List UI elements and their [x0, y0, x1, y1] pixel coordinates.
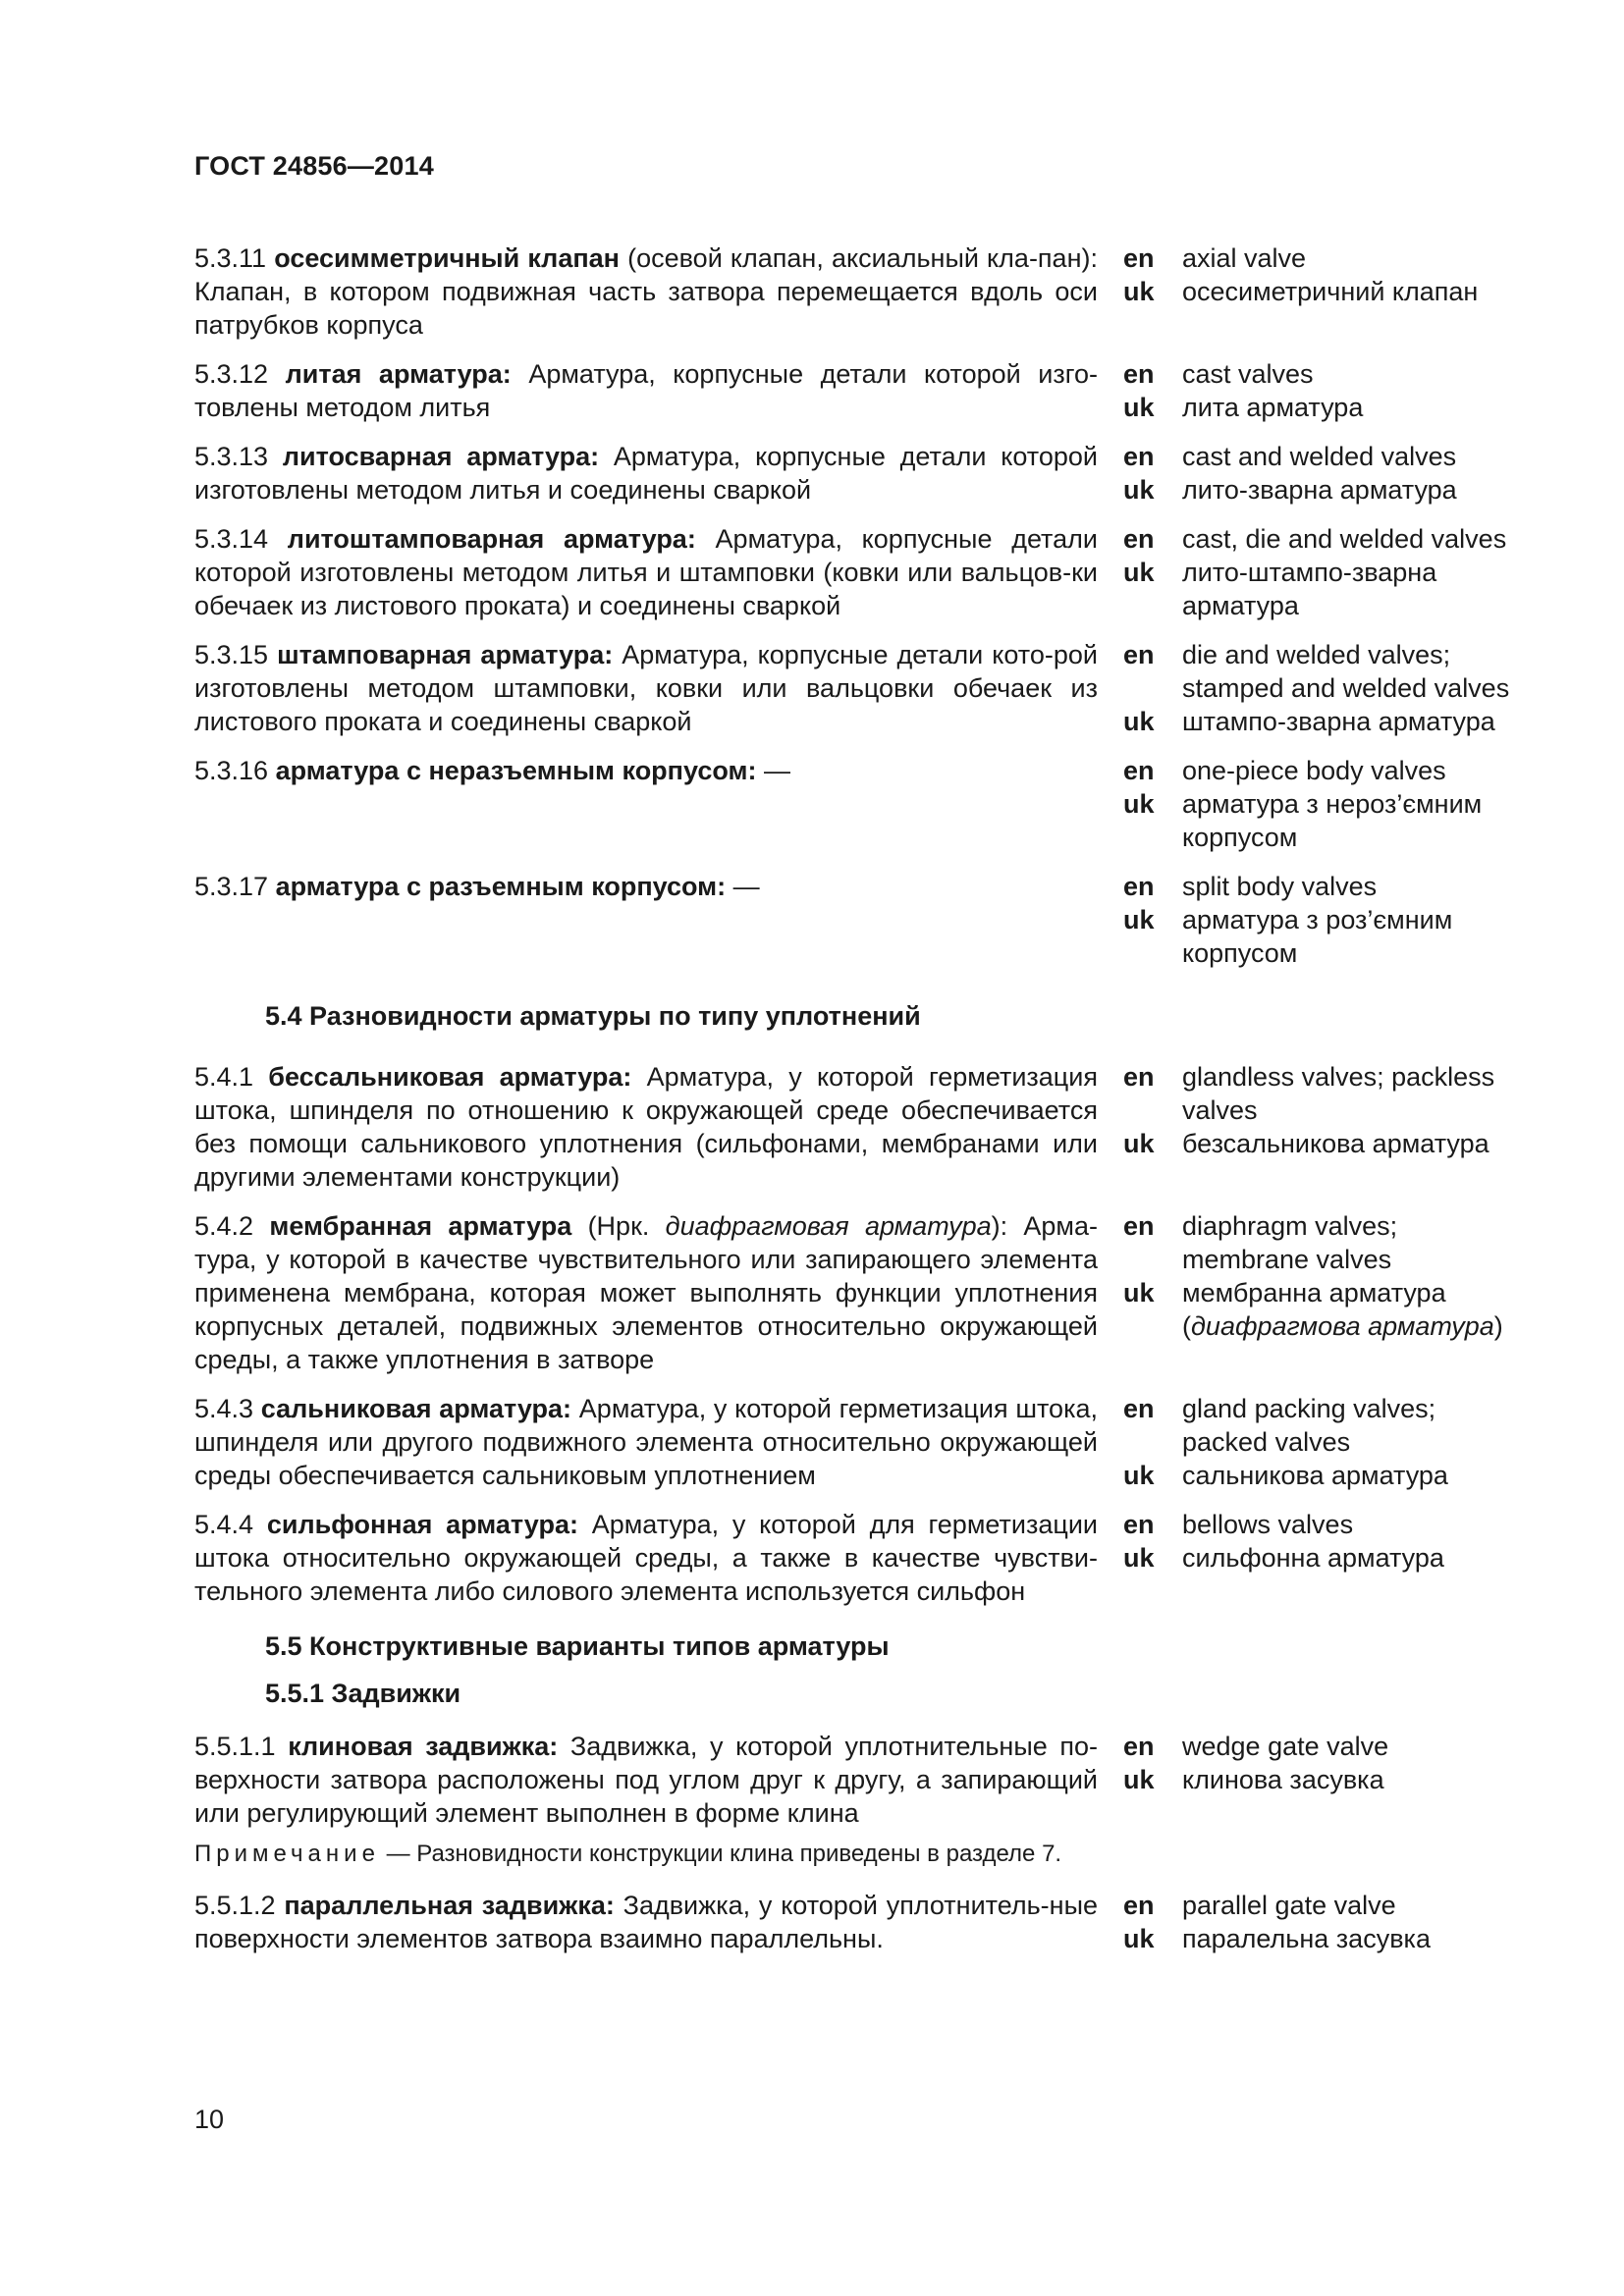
term-definition — [194, 754, 1098, 854]
translations — [1123, 1508, 1526, 1608]
term-uk: сальникова арматура — [1182, 1461, 1448, 1490]
translations — [1123, 241, 1526, 342]
definition-text: ): Арма-тура, у которой в качестве чувствительного или запирающего элемента применена мембрана, которая может выполнять функции уплотнения корпусных деталей, подвижных элементов относительно окружающей среды, а также уплотнения в затворе — [194, 1211, 1098, 1374]
definition-text: Задвижка, у которой уплотнительные по-верхности затвора расположены под углом друг к другу, а запирающий или регулирующий элемент выполнен в форме клина — [194, 1732, 1098, 1828]
term-uk: лито-штампо-зварна арматура — [1182, 558, 1437, 620]
term-en: cast valves — [1182, 359, 1314, 389]
definition-text: Задвижка, у которой уплотнитель-ные поверхности элементов затвора взаимно параллельны. — [194, 1891, 1098, 1953]
term-entry — [194, 1889, 1530, 1955]
term-definition — [194, 870, 1098, 970]
lang-code-en: en — [1123, 359, 1155, 389]
term-definition — [194, 1060, 1098, 1194]
term-definition — [194, 241, 1098, 342]
lang-code-en: en — [1123, 524, 1155, 554]
lang-code-uk: uk — [1123, 707, 1155, 736]
translations — [1123, 1060, 1526, 1194]
lang-code-en: en — [1123, 1732, 1155, 1761]
term-name: мембранная арматура — [269, 1211, 572, 1241]
term-entry — [194, 638, 1530, 738]
lang-code-uk: uk — [1123, 277, 1155, 306]
term-name: параллельная задвижка: — [284, 1891, 615, 1920]
note-text: — Разновидности конструкции клина приведены в разделе 7. — [379, 1841, 1062, 1867]
subsection-heading: 5.5.1 Задвижки — [265, 1679, 461, 1708]
term-en: one-piece body valves — [1182, 756, 1446, 785]
translations — [1123, 522, 1526, 622]
term-uk-deprecated: диафрагмова арматура — [1191, 1311, 1494, 1341]
translations — [1123, 1392, 1526, 1492]
term-name: литая арматура: — [285, 359, 512, 389]
term-number: 5.3.12 — [194, 359, 269, 389]
term-en: wedge gate valve — [1182, 1732, 1389, 1761]
term-en: cast, die and welded valves — [1182, 524, 1507, 554]
page-number: 10 — [194, 2105, 225, 2134]
term-entry — [194, 522, 1530, 622]
term-definition — [194, 440, 1098, 507]
definition-text-prefix: (Нрк. — [571, 1211, 666, 1241]
term-name: осесимметричный клапан — [274, 243, 620, 273]
term-entry — [194, 1209, 1530, 1376]
term-number: 5.3.16 — [194, 756, 269, 785]
definition-text: Арматура, у которой герметизация штока, шпинделя или другого подвижного элемента относительно окружающей среды обеспечивается сальниковым уплотнением — [194, 1394, 1098, 1490]
term-uk: безсальникова арматура — [1182, 1129, 1489, 1158]
lang-code-uk: uk — [1123, 905, 1155, 934]
lang-code-uk: uk — [1123, 1924, 1155, 1953]
lang-code-en: en — [1123, 1211, 1155, 1241]
lang-code-uk: uk — [1123, 393, 1155, 422]
definition-text: Арматура, корпусные детали которой изготовлены методом литья и соединены сваркой — [194, 442, 1098, 505]
term-definition — [194, 1392, 1098, 1492]
term-entry — [194, 754, 1530, 854]
translations — [1123, 440, 1526, 507]
term-entry — [194, 440, 1530, 507]
term-name: бессальниковая арматура: — [268, 1062, 632, 1092]
section-heading: 5.5 Конструктивные варианты типов арматуры — [265, 1631, 890, 1661]
term-number: 5.3.13 — [194, 442, 269, 471]
definition-text: Арматура, корпусные детали которой изготовлены методом литья и штамповки (ковки или вальцов-ки обечаек из листового проката) и соединены сваркой — [194, 524, 1098, 620]
lang-code-en: en — [1123, 1062, 1155, 1092]
lang-code-uk: uk — [1123, 475, 1155, 505]
translations — [1123, 357, 1526, 424]
term-uk: лита арматура — [1182, 393, 1364, 422]
lang-code-uk: uk — [1123, 789, 1155, 819]
term-en: die and welded valves; stamped and welded valves — [1182, 640, 1510, 703]
term-definition — [194, 1730, 1098, 1830]
term-uk: осесиметричний клапан — [1182, 277, 1479, 306]
term-uk: арматура з роз’ємним корпусом — [1182, 905, 1453, 968]
term-definition — [194, 357, 1098, 424]
lang-code-en: en — [1123, 243, 1155, 273]
term-number: 5.3.15 — [194, 640, 269, 669]
term-number: 5.5.1.2 — [194, 1891, 276, 1920]
term-definition — [194, 522, 1098, 622]
lang-code-uk: uk — [1123, 558, 1155, 587]
term-uk: клинова засувка — [1182, 1765, 1384, 1794]
lang-code-uk: uk — [1123, 1461, 1155, 1490]
term-name: литоштамповарная арматура: — [287, 524, 696, 554]
term-en: cast and welded valves — [1182, 442, 1457, 471]
translations — [1123, 638, 1526, 738]
term-entry — [194, 870, 1530, 970]
lang-code-en: en — [1123, 756, 1155, 785]
definition-text: (осевой клапан, аксиальный кла-пан): Клапан, в котором подвижная часть затвора перемещается вдоль оси патрубков корпуса — [194, 243, 1098, 340]
term-name: клиновая задвижка: — [288, 1732, 559, 1761]
term-number: 5.4.4 — [194, 1510, 254, 1539]
term-entry — [194, 1392, 1530, 1492]
document-header: ГОСТ 24856—2014 — [194, 151, 434, 181]
section-heading: 5.4 Разновидности арматуры по типу уплотнений — [265, 1001, 921, 1031]
term-number: 5.5.1.1 — [194, 1732, 276, 1761]
term-en: bellows valves — [1182, 1510, 1354, 1539]
term-en: parallel gate valve — [1182, 1891, 1396, 1920]
lang-code-uk: uk — [1123, 1765, 1155, 1794]
term-definition — [194, 1209, 1098, 1376]
lang-code-en: en — [1123, 872, 1155, 901]
term-en: axial valve — [1182, 243, 1307, 273]
lang-code-uk: uk — [1123, 1278, 1155, 1308]
note-label: Примечание — [194, 1841, 380, 1867]
lang-code-en: en — [1123, 1510, 1155, 1539]
term-number: 5.3.11 — [194, 243, 267, 273]
term-en: glandless valves; packless valves — [1182, 1062, 1495, 1125]
term-number: 5.4.2 — [194, 1211, 254, 1241]
term-uk: мембранна арматура — [1182, 1278, 1446, 1308]
term-uk: арматура з нероз’ємним корпусом — [1182, 789, 1483, 852]
term-number: 5.4.3 — [194, 1394, 254, 1423]
definition-text: — — [726, 872, 760, 901]
lang-code-en: en — [1123, 1891, 1155, 1920]
term-uk: паралельна засувка — [1182, 1924, 1431, 1953]
term-number: 5.3.14 — [194, 524, 269, 554]
term-en: split body valves — [1182, 872, 1378, 901]
term-uk: штампо-зварна арматура — [1182, 707, 1495, 736]
term-number: 5.3.17 — [194, 872, 269, 901]
definition-text: Арматура, корпусные детали кото-рой изготовлены методом штамповки, ковки или вальцовки обечаек из листового проката и соединены сваркой — [194, 640, 1098, 736]
term-definition — [194, 638, 1098, 738]
definition-text: Арматура, корпусные детали которой изго-товлены методом литья — [194, 359, 1098, 422]
term-uk-group: мембранна арматура (диафрагмова арматура) — [1182, 1278, 1503, 1341]
term-en: diaphragm valves; membrane valves — [1182, 1211, 1398, 1274]
term-name: сальниковая арматура: — [260, 1394, 572, 1423]
translations — [1123, 870, 1526, 970]
term-entry — [194, 1730, 1530, 1830]
term-entry — [194, 357, 1530, 424]
term-name: сильфонная арматура: — [266, 1510, 578, 1539]
lang-code-uk: uk — [1123, 1129, 1155, 1158]
translations — [1123, 754, 1526, 854]
lang-code-en: en — [1123, 1394, 1155, 1423]
definition-text: Арматура, у которой для герметизации штока относительно окружающей среды, а также в качестве чувстви-тельного элемента либо силового элемента используется сильфон — [194, 1510, 1098, 1606]
term-name: штамповарная арматура: — [277, 640, 614, 669]
definition-text: Арматура, у которой герметизация штока, шпинделя по отношению к окружающей среде обеспечивается без помощи сальникового уплотнения (сильфонами, мембранами или другими элементами конструкции) — [194, 1062, 1098, 1192]
term-entry — [194, 1060, 1530, 1194]
lang-code-en: en — [1123, 640, 1155, 669]
lang-code-en: en — [1123, 442, 1155, 471]
term-definition — [194, 1508, 1098, 1608]
term-number: 5.4.1 — [194, 1062, 254, 1092]
translations — [1123, 1209, 1526, 1376]
deprecated-term: диафрагмовая арматура — [665, 1211, 992, 1241]
note — [194, 1840, 1098, 1869]
term-entry — [194, 1508, 1530, 1608]
document-body — [194, 241, 1530, 1971]
term-definition — [194, 1889, 1098, 1955]
lang-code-uk: uk — [1123, 1543, 1155, 1573]
translations — [1123, 1730, 1526, 1830]
definition-text: — — [756, 756, 790, 785]
term-name: литосварная арматура: — [282, 442, 600, 471]
term-entry — [194, 241, 1530, 342]
term-en: gland packing valves; packed valves — [1182, 1394, 1436, 1457]
term-name: арматура с разъемным корпусом: — [275, 872, 727, 901]
translations — [1123, 1889, 1526, 1955]
term-uk: лито-зварна арматура — [1182, 475, 1457, 505]
term-uk: сильфонна арматура — [1182, 1543, 1444, 1573]
term-name: арматура с неразъемным корпусом: — [275, 756, 757, 785]
